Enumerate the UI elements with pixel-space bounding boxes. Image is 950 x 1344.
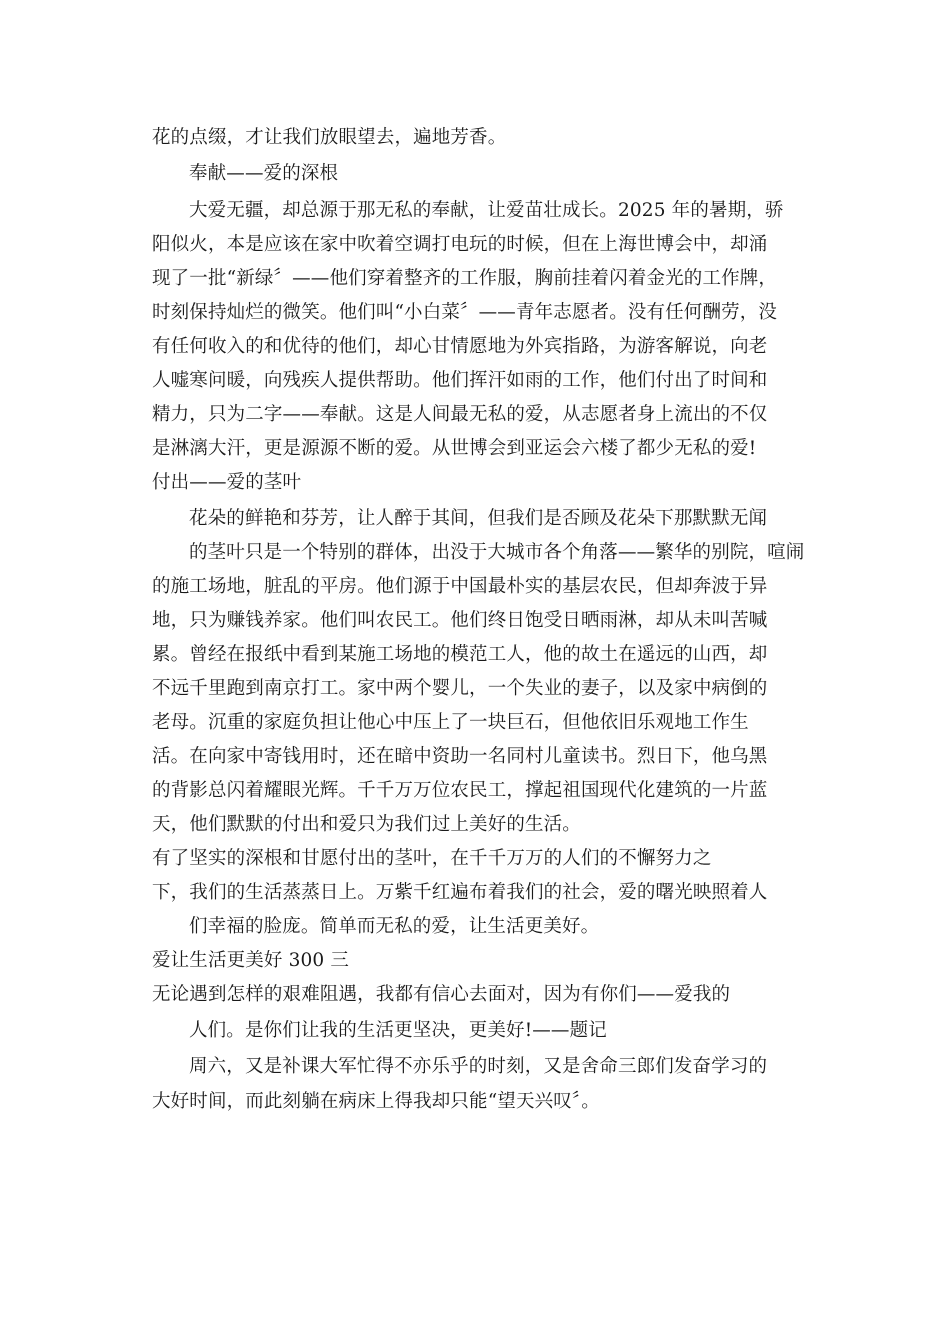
paragraph-first-line: 大爱无疆，却总源于那无私的奉献，让爱苗壮成长。2025 年的暑期，骄 xyxy=(189,200,784,221)
body-text-line: 花的点缀，才让我们放眼望去，遍地芳香。 xyxy=(152,127,507,148)
body-text-line: 现了一批“新绿〞——他们穿着整齐的工作服，胸前挂着闪着金光的工作牌， xyxy=(152,268,778,289)
body-text-line: 付出——爱的茎叶 xyxy=(152,472,302,493)
body-text-line: 时刻保持灿烂的微笑。他们叫“小白菜〞——青年志愿者。没有任何酬劳，没 xyxy=(152,302,778,323)
body-text-line: 有了坚实的深根和甘愿付出的茎叶，在千千万万的人们的不懈努力之 xyxy=(152,848,712,869)
body-text-line: 地，只为赚钱养家。他们叫农民工。他们终日饱受日晒雨淋，却从未叫苦喊 xyxy=(152,610,768,631)
body-text-line: 天，他们默默的付出和爱只为我们过上美好的生活。 xyxy=(152,814,581,835)
paragraph-first-line: 周六，又是补课大军忙得不亦乐乎的时刻，又是舍命三郎们发奋学习的 xyxy=(189,1056,768,1077)
section-heading: 花朵的鲜艳和芬芳，让人醉于其间，但我们是否顾及花朵下那默默无闻 xyxy=(189,508,768,529)
body-text-line: 是淋漓大汗，更是源源不断的爱。从世博会到亚运会六楼了都少无私的爱! xyxy=(152,438,757,459)
body-text-line: 人嘘寒问暖，向残疾人提供帮助。他们挥汗如雨的工作，他们付出了时间和 xyxy=(152,370,768,391)
body-text-line: 下，我们的生活蒸蒸日上。万紫千红遍布着我们的社会，爱的曙光映照着人 xyxy=(152,882,768,903)
body-text-line: 老母。沉重的家庭负担让他心中压上了一块巨石，但他依旧乐观地工作生 xyxy=(152,712,749,733)
paragraph-first-line: 的茎叶只是一个特别的群体，出没于大城市各个角落——繁华的别院，喧闹 xyxy=(189,542,805,563)
body-text-line: 的施工场地，脏乱的平房。他们源于中国最朴实的基层农民，但却奔波于异 xyxy=(152,576,768,597)
body-text-line: 有任何收入的和优待的他们，却心甘情愿地为外宾指路，为游客解说，向老 xyxy=(152,336,768,357)
body-text-line: 的背影总闪着耀眼光辉。千千万万位农民工，撑起祖国现代化建筑的一片蓝 xyxy=(152,780,768,801)
body-text-line: 累。曾经在报纸中看到某施工场地的模范工人，他的故土在遥远的山西，却 xyxy=(152,644,768,665)
body-text-line: 精力，只为二字——奉献。这是人间最无私的爱，从志愿者身上流出的不仅 xyxy=(152,404,768,425)
body-text-line: 爱让生活更美好 300 三 xyxy=(152,950,350,971)
paragraph-first-line: 们幸福的脸庞。简单而无私的爱，让生活更美好。 xyxy=(189,916,600,937)
body-text-line: 活。在向家中寄钱用时，还在暗中资助一名同村儿童读书。烈日下，他乌黑 xyxy=(152,746,768,767)
body-text-line: 阳似火，本是应该在家中吹着空调打电玩的时候，但在上海世博会中，却涌 xyxy=(152,234,768,255)
section-heading: 奉献——爱的深根 xyxy=(189,163,339,184)
body-text-line: 不远千里跑到南京打工。家中两个婴儿，一个失业的妻子，以及家中病倒的 xyxy=(152,678,768,699)
section-heading: 人们。是你们让我的生活更坚决，更美好!——题记 xyxy=(189,1020,607,1041)
body-text-line: 无论遇到怎样的艰难阻遇，我都有信心去面对，因为有你们——爱我的 xyxy=(152,984,731,1005)
body-text-line: 大好时间，而此刻躺在病床上得我却只能“望天兴叹〞。 xyxy=(152,1091,600,1112)
